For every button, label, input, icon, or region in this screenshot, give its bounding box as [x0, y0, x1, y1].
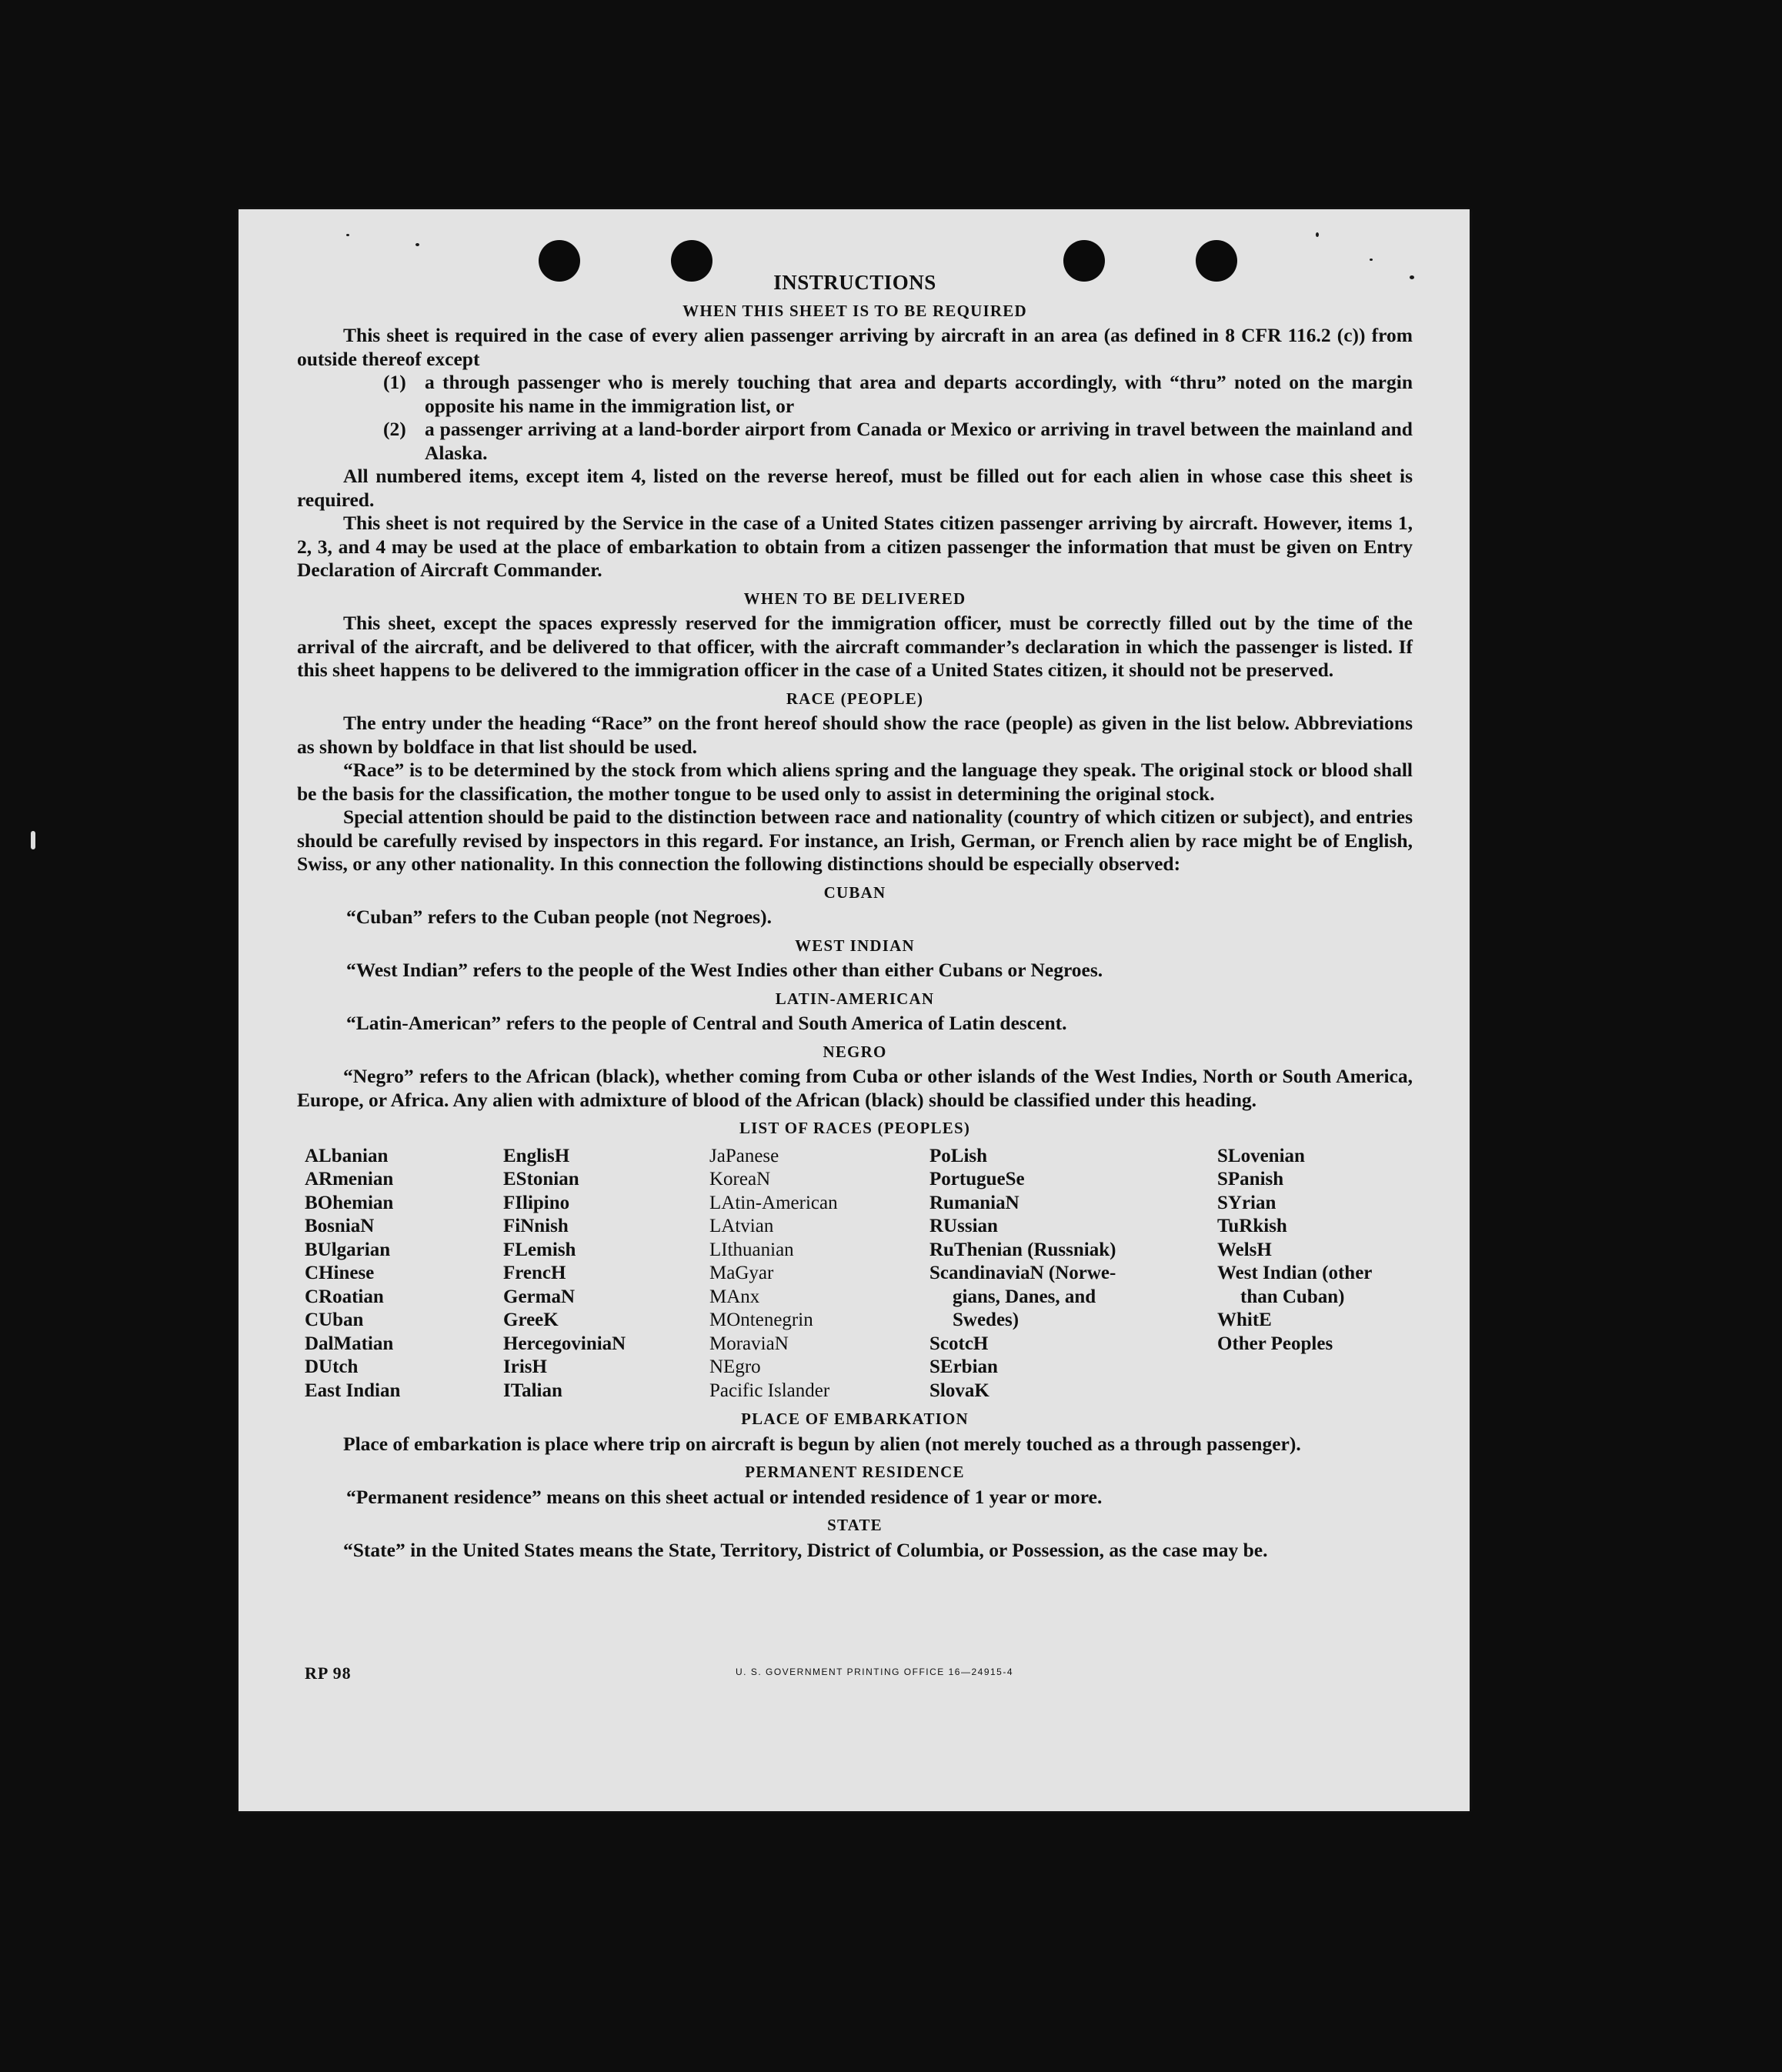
race-entry: BUlgarian	[305, 1239, 391, 1260]
paragraph: All numbered items, except item 4, listed on the reverse hereof, must be filled out for each alien in whose case this sheet is required.	[297, 465, 1413, 511]
race-entry: ITalian	[503, 1380, 562, 1401]
race-entry: MaGyar	[709, 1263, 774, 1283]
race-entry: IrisH	[503, 1356, 547, 1377]
definition-text: “Cuban” refers to the Cuban people (not Negroes).	[346, 906, 772, 928]
race-entry: gians, Danes, and	[953, 1286, 1096, 1307]
race-entry: CUban	[305, 1310, 364, 1330]
definition-text: “Latin-American” refers to the people of Central and South America of Latin descent.	[346, 1012, 1067, 1034]
race-entry: SPanish	[1217, 1169, 1284, 1189]
race-entry: SErbian	[929, 1356, 998, 1377]
paragraph: This sheet, except the spaces expressly reserved for the immigration officer, must be correctly filled out by the time of the arrival of the aircraft, and be delivered to that officer, with the aircraft commander’s declaration in which the passenger is listed. If this sheet happens to be delivered to the immigration officer in the case of a United States citizen, it should not be preserved.	[297, 612, 1413, 681]
race-entry: SLovenian	[1217, 1145, 1305, 1166]
paragraph: The entry under the heading “Race” on the front hereof should show the race (people) as given in the list below. Abbreviations as shown by boldface in that list should be used.	[297, 712, 1413, 758]
race-column	[929, 1145, 1217, 1403]
paragraph: Special attention should be paid to the distinction between race and nationality (country of which citizen or subject), and entries should be carefully revised by inspectors in this regard. For instance, an Irish, German, or French alien by race might be of English, Swiss, or any other nationality. In this connection the following distinctions should be especially observed:	[297, 806, 1413, 875]
section-heading-race: RACE (PEOPLE)	[786, 689, 924, 708]
definition-text: “Negro” refers to the African (black), whether coming from Cuba or other islands of the West Indies, North or South America, Europe, or Africa. Any alien with admixture of blood of the African (black) should be classified under this heading.	[297, 1065, 1413, 1111]
document-page	[239, 209, 1470, 1811]
race-column	[503, 1145, 709, 1403]
section-heading-delivered: WHEN TO BE DELIVERED	[743, 589, 966, 608]
paper-speck	[1316, 232, 1319, 237]
race-entry: FrencH	[503, 1263, 566, 1283]
race-entry: RuThenian (Russniak)	[929, 1239, 1116, 1260]
race-entry: DUtch	[305, 1356, 359, 1377]
paragraph: “Race” is to be determined by the stock from which aliens spring and the language they speak. The original stock or blood shall be the basis for the classification, the mother tongue to be used only to assist in determining the original stock.	[297, 759, 1413, 805]
section-heading-embarkation: PLACE OF EMBARKATION	[741, 1410, 969, 1428]
form-number: RP 98	[305, 1663, 352, 1683]
race-entry: BOhemian	[305, 1192, 394, 1213]
section-heading-west-indian: WEST INDIAN	[795, 936, 915, 955]
paper-speck	[346, 234, 349, 236]
race-entry: MOntenegrin	[709, 1310, 813, 1330]
race-entry: MAnx	[709, 1286, 760, 1307]
race-entry: RUssian	[929, 1216, 998, 1236]
section-heading-state: STATE	[827, 1516, 883, 1534]
item-text: a through passenger who is merely touching that area and departs accordingly, with “thru” noted on the margin opposite his name in the immigration list, or	[425, 371, 1413, 417]
paper-speck	[415, 243, 419, 246]
exception-item	[297, 371, 1413, 418]
race-entry: WelsH	[1217, 1239, 1272, 1260]
race-entry: LAtin-American	[709, 1192, 838, 1213]
item-number: (1)	[383, 371, 406, 393]
race-entry: KoreaN	[709, 1169, 771, 1189]
paragraph: This sheet is not required by the Service in the case of a United States citizen passenger arriving by aircraft. However, items 1, 2, 3, and 4 may be used at the place of embarkation to obtain from a citizen passenger the information that must be given on Entry Declaration of Aircraft Commander.	[297, 512, 1413, 581]
race-entry: GreeK	[503, 1310, 559, 1330]
section-heading-list-of-races: LIST OF RACES (PEOPLES)	[739, 1119, 971, 1137]
section-heading-residence: PERMANENT RESIDENCE	[745, 1463, 965, 1481]
item-number: (2)	[383, 418, 406, 440]
section-heading-required: WHEN THIS SHEET IS TO BE REQUIRED	[682, 301, 1027, 320]
race-entry: MoraviaN	[709, 1333, 789, 1354]
race-entry: Other Peoples	[1217, 1333, 1333, 1354]
race-column	[1217, 1145, 1420, 1403]
section-heading-cuban: CUBAN	[823, 883, 886, 902]
race-entry: LAtvian	[709, 1216, 774, 1236]
section-heading-negro: NEGRO	[823, 1042, 887, 1061]
race-entry: SlovaK	[929, 1380, 989, 1401]
race-entry: than Cuban)	[1240, 1286, 1345, 1307]
definition-text: Place of embarkation is place where trip on aircraft is begun by alien (not merely touched as a through passenger).	[343, 1432, 1301, 1455]
race-entry: Pacific Islander	[709, 1380, 830, 1401]
instructions-body	[297, 271, 1413, 1562]
race-entry: FiNnish	[503, 1216, 569, 1236]
item-text: a passenger arriving at a land-border airport from Canada or Mexico or arriving in travel between the mainland and Alaska.	[425, 418, 1413, 464]
printer-imprint: U. S. GOVERNMENT PRINTING OFFICE 16—24915-4	[736, 1667, 1014, 1677]
race-entry: NEgro	[709, 1356, 761, 1377]
race-entry: PoLish	[929, 1145, 988, 1166]
race-entry: FLemish	[503, 1239, 576, 1260]
race-entry: West Indian (other	[1217, 1263, 1373, 1283]
race-entry: ARmenian	[305, 1169, 394, 1189]
race-entry: Swedes)	[953, 1310, 1019, 1330]
race-entry: ScandinaviaN (Norwe-	[929, 1263, 1116, 1283]
race-entry: EStonian	[503, 1169, 579, 1189]
race-entry: BosniaN	[305, 1216, 375, 1236]
race-entry: ScotcH	[929, 1333, 989, 1354]
page-title: INSTRUCTIONS	[773, 271, 936, 294]
race-entry: FIlipino	[503, 1192, 570, 1213]
race-entry: JaPanese	[709, 1145, 779, 1166]
definition-text: “West Indian” refers to the people of the West Indies other than either Cubans or Negroes.	[346, 959, 1103, 981]
race-entry: PortugueSe	[929, 1169, 1025, 1189]
race-list	[305, 1145, 1413, 1403]
race-entry: SYrian	[1217, 1192, 1276, 1213]
race-entry: HercegoviniaN	[503, 1333, 626, 1354]
race-entry: TuRkish	[1217, 1216, 1287, 1236]
race-entry: ALbanian	[305, 1145, 389, 1166]
definition-text: “Permanent residence” means on this sheet actual or intended residence of 1 year or more.	[346, 1485, 1103, 1508]
section-heading-latin-american: LATIN-AMERICAN	[775, 989, 935, 1008]
race-entry: WhitE	[1217, 1310, 1272, 1330]
exception-item	[297, 418, 1413, 465]
paragraph: This sheet is required in the case of every alien passenger arriving by aircraft in an area (as defined in 8 CFR 116.2 (c)) from outside thereof except	[297, 324, 1413, 370]
race-column	[709, 1145, 929, 1403]
race-entry: GermaN	[503, 1286, 576, 1307]
paper-speck	[1370, 259, 1373, 261]
race-entry: EnglisH	[503, 1145, 570, 1166]
race-entry: CHinese	[305, 1263, 375, 1283]
race-entry: LIthuanian	[709, 1239, 794, 1260]
race-entry: East Indian	[305, 1380, 401, 1401]
race-entry: CRoatian	[305, 1286, 384, 1307]
scan-mark	[31, 831, 35, 849]
race-entry: RumaniaN	[929, 1192, 1019, 1213]
definition-text: “State” in the United States means the State, Territory, District of Columbia, or Possession, as the case may be.	[343, 1538, 1268, 1561]
race-column	[305, 1145, 503, 1403]
race-entry: DalMatian	[305, 1333, 394, 1354]
